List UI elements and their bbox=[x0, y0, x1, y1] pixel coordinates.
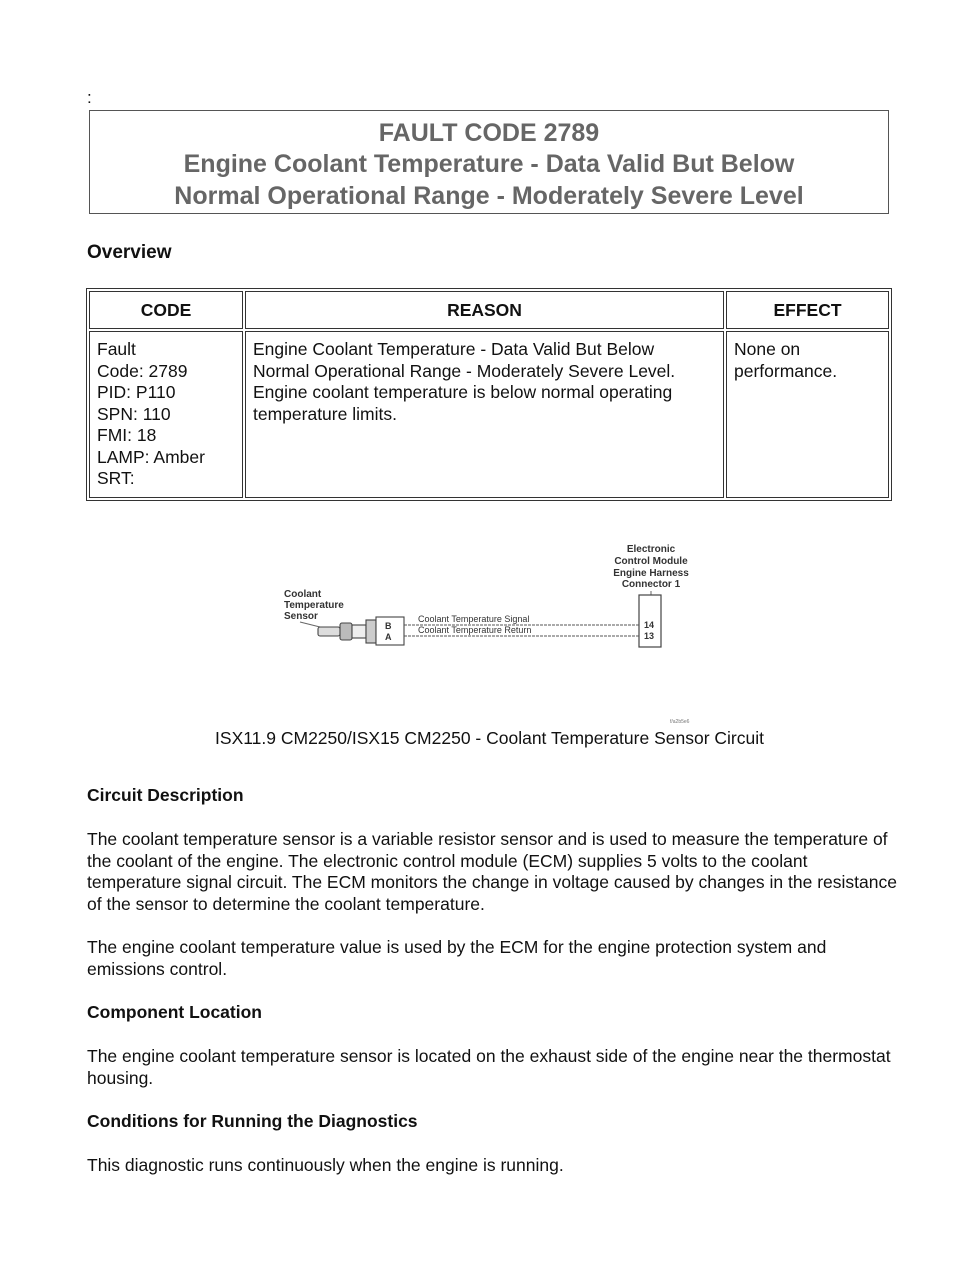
header-effect: EFFECT bbox=[726, 291, 889, 329]
fault-title-box bbox=[89, 110, 889, 214]
pin-a: A bbox=[385, 632, 392, 642]
code-line: SPN: 110 bbox=[97, 403, 171, 424]
pin-14: 14 bbox=[644, 620, 655, 630]
fault-code-title: FAULT CODE 2789 bbox=[378, 119, 600, 147]
pin-b: B bbox=[385, 621, 392, 631]
ecm-label-line: Electronic bbox=[626, 544, 676, 555]
code-line: Fault bbox=[97, 339, 136, 359]
sensor-label bbox=[284, 589, 344, 622]
reason-line: Engine Coolant Temperature - Data Valid But Below bbox=[253, 339, 655, 359]
effect-line: None on bbox=[734, 339, 801, 359]
reason-line: temperature limits. bbox=[253, 403, 397, 424]
component-location-paragraph: The engine coolant temperature sensor is located on the exhaust side of the engine near the thermostat housing. bbox=[87, 1046, 891, 1088]
header-reason: REASON bbox=[245, 291, 724, 329]
code-line: LAMP: Amber bbox=[97, 446, 205, 467]
conditions-heading: Conditions for Running the Diagnostics bbox=[87, 1111, 418, 1131]
fault-title-line-3: Normal Operational Range - Moderately Severe Level bbox=[174, 182, 804, 210]
figure-id: f/a2b5e6 bbox=[670, 719, 690, 725]
component-location-heading: Component Location bbox=[87, 1002, 262, 1022]
pin-13: 13 bbox=[644, 631, 655, 641]
header-code: CODE bbox=[89, 291, 243, 329]
lead-mark: : bbox=[87, 88, 92, 107]
circuit-diagram bbox=[270, 535, 710, 725]
code-line: Code: 2789 bbox=[97, 360, 188, 381]
ecm-label bbox=[613, 544, 689, 590]
code-cell bbox=[89, 331, 243, 498]
code-line: FMI: 18 bbox=[97, 425, 157, 445]
table-row bbox=[89, 331, 889, 498]
code-line: PID: P110 bbox=[97, 382, 176, 402]
reason-cell bbox=[245, 331, 724, 498]
ecm-label-line: Engine Harness bbox=[613, 568, 689, 579]
ecm-label-line: Connector 1 bbox=[621, 579, 681, 590]
sensor-label-line: Temperature bbox=[284, 600, 344, 611]
fault-title-line-2: Engine Coolant Temperature - Data Valid But Below bbox=[183, 150, 795, 178]
overview-heading: Overview bbox=[87, 242, 172, 263]
circuit-description-paragraph-2: The engine coolant temperature value is used by the ECM for the engine protection system and emissions control. bbox=[87, 937, 827, 979]
effect-line: performance. bbox=[734, 360, 838, 381]
effect-cell bbox=[726, 331, 889, 498]
ecm-label-line: Control Module bbox=[614, 556, 688, 567]
circuit-description-paragraph-1: The coolant temperature sensor is a variable resistor sensor and is used to measure the temperature of the coolant of the engine. The electronic control module (ECM) supplies 5 volts to the coolant temperature signal circuit. The ECM monitors the change in voltage caused by changes in the resistance of the sensor to determine the coolant temperature. bbox=[87, 829, 897, 914]
sensor-label-line: Sensor bbox=[284, 611, 318, 622]
table-header-row bbox=[89, 291, 889, 329]
conditions-paragraph: This diagnostic runs continuously when the engine is running. bbox=[87, 1155, 564, 1175]
sensor-label-line: Coolant bbox=[284, 589, 322, 600]
circuit-description-heading: Circuit Description bbox=[87, 785, 244, 805]
return-wire-label: Coolant Temperature Return bbox=[418, 625, 532, 635]
fault-table bbox=[86, 288, 892, 501]
reason-line: Normal Operational Range - Moderately Severe Level. bbox=[253, 360, 676, 381]
reason-line: Engine coolant temperature is below normal operating bbox=[253, 382, 673, 402]
signal-wire-label: Coolant Temperature Signal bbox=[418, 614, 530, 624]
figure-caption: ISX11.9 CM2250/ISX15 CM2250 - Coolant Temperature Sensor Circuit bbox=[215, 728, 764, 748]
code-line: SRT: bbox=[97, 468, 135, 488]
